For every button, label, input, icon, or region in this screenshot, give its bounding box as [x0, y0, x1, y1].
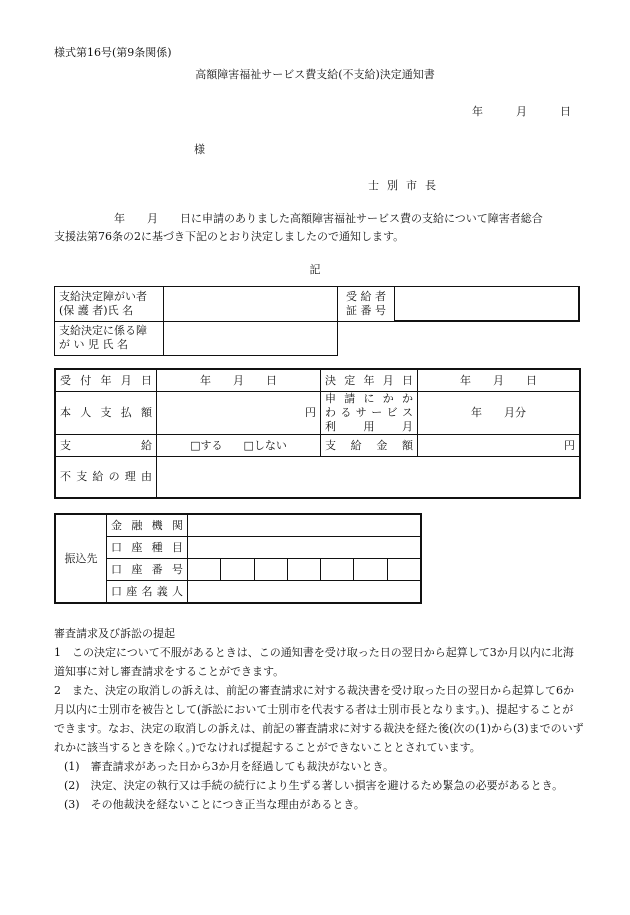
form-number: 様式第16号(第9条関係)	[54, 46, 172, 59]
account-digit-1[interactable]	[188, 559, 221, 581]
child-label-1: 支給決定に係る障	[59, 324, 147, 337]
amount-label: 支給金額	[321, 435, 418, 457]
service-label-1: 申 請 に か か	[325, 392, 413, 405]
addressee-suffix: 様	[194, 143, 205, 156]
reason-label: 不支給の理由	[55, 457, 157, 499]
self-pay-field[interactable]: 円	[157, 392, 321, 435]
child-name-field[interactable]	[164, 321, 338, 355]
transfer-label: 振込先	[55, 514, 107, 603]
recipient-table	[54, 286, 580, 356]
service-month-field[interactable]: 年 月分	[418, 392, 581, 435]
document-title: 高額障害福祉サービス費支給(不支給)決定通知書	[195, 68, 435, 81]
account-holder-label: 口座名義人	[107, 581, 188, 604]
service-month-label	[321, 392, 418, 435]
bank-label: 金融機関	[107, 514, 188, 537]
decision-date-field[interactable]: 年 月 日	[418, 369, 581, 392]
notes-heading: 審査請求及び訴訟の提起	[54, 627, 175, 640]
notes-item-2: 2 また、決定の取消しの訴えは、前記の審査請求に対する裁決書を受け取った日の翌日から起算して6か月以内に士別市を被告として(訴訟において士別市を代表する者は士別市長となります。)、提起することができます。なお、決定の取消しの訴えは、前記の審査請求に対する裁決を経た後(次の(1)から(3)までのいずれかに該当するときを除く。)でなければ提起することができないこととされています。	[54, 684, 584, 754]
payment-choice	[157, 435, 321, 457]
payment-label: 支 給	[55, 435, 157, 457]
self-pay-label: 本人支払額	[55, 392, 157, 435]
payment-no-checkbox[interactable]: □しない	[243, 438, 287, 452]
bank-table	[54, 513, 422, 604]
issuer: 士別市長	[368, 179, 444, 192]
notes-sub-2: (2) 決定、決定の執行又は手続の続行により生ずる著しい損害を避けるため緊急の必要があるとき。	[64, 779, 564, 792]
cert-label-2: 証 番 号	[346, 303, 386, 317]
account-digit-6[interactable]	[354, 559, 387, 581]
recipient-label-cell	[55, 287, 164, 322]
date-year: 年	[472, 105, 483, 118]
account-holder-field[interactable]	[188, 581, 422, 604]
body-line-1: 年 月 日に申請のありました高額障害福祉サービス費の支給について障害者総合	[114, 212, 543, 225]
reason-field[interactable]	[157, 457, 581, 499]
notes-item-1: 1 この決定について不服があるときは、この通知書を受け取った日の翌日から起算して3か月以内に北海道知事に対し審査請求をすることができます。	[54, 646, 574, 678]
notes-sub-3: (3) その他裁決を経ないことにつき正当な理由があるとき。	[64, 798, 365, 811]
cert-label-1: 受 給 者	[346, 289, 386, 303]
amount-field[interactable]: 円	[418, 435, 581, 457]
cert-label-cell	[338, 287, 395, 322]
account-digit-3[interactable]	[254, 559, 287, 581]
service-label-2: わるサービス	[325, 406, 413, 419]
payment-yes-checkbox[interactable]: □する	[190, 438, 223, 452]
account-type-label: 口座種目	[107, 537, 188, 559]
appeal-notes	[54, 624, 584, 814]
accept-date-field[interactable]: 年 月 日	[157, 369, 321, 392]
date-day: 日	[560, 105, 571, 118]
decision-table	[54, 368, 581, 499]
account-type-field[interactable]	[188, 537, 422, 559]
date-month: 月	[516, 105, 527, 118]
account-digit-5[interactable]	[321, 559, 354, 581]
cert-number-field[interactable]	[395, 287, 580, 322]
account-number-label: 口座番号	[107, 559, 188, 581]
recipient-label-1: 支給決定障がい者	[59, 289, 147, 303]
issue-date	[472, 105, 571, 118]
ki-heading: 記	[309, 263, 321, 276]
account-digit-4[interactable]	[287, 559, 320, 581]
recipient-name-field[interactable]	[164, 287, 338, 322]
account-digit-7[interactable]	[387, 559, 421, 581]
service-label-3: 利 用 月	[325, 420, 413, 433]
body-text	[54, 210, 584, 246]
bank-field[interactable]	[188, 514, 422, 537]
account-digit-2[interactable]	[221, 559, 254, 581]
accept-date-label: 受付年月日	[55, 369, 157, 392]
body-line-2: 支援法第76条の2に基づき下記のとおり決定しましたので通知します。	[54, 230, 405, 243]
child-label-2: が い 児 氏 名	[59, 338, 128, 351]
decision-date-label: 決定年月日	[321, 369, 418, 392]
notes-sub-1: (1) 審査請求があった日から3か月を経過しても裁決がないとき。	[64, 760, 395, 773]
recipient-label-2: (保 護 者)氏 名	[59, 303, 134, 317]
child-label-cell	[55, 321, 164, 355]
